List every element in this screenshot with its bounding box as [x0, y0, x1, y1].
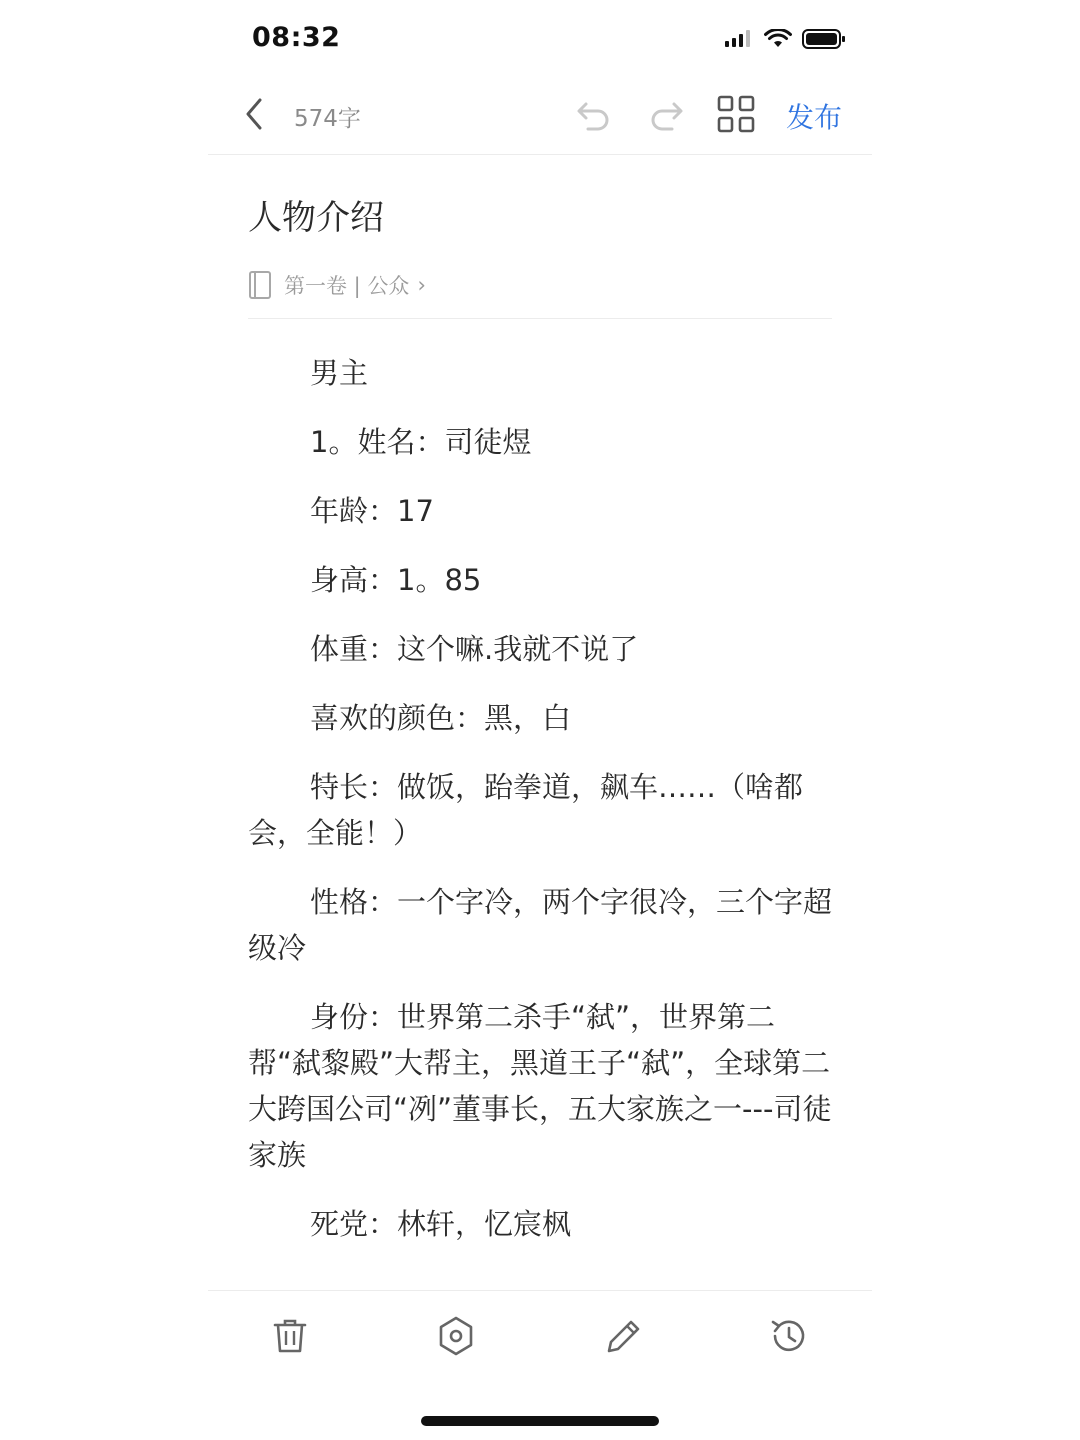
paragraph: 身高：1。85 [310, 563, 482, 597]
undo-button[interactable] [574, 94, 614, 134]
paragraph: 1。姓名：司徒煜 [310, 425, 532, 459]
document-title[interactable]: 人物介绍 [248, 198, 384, 238]
signal-icon [724, 29, 754, 49]
volume-label: 第一卷 | 公众 [284, 274, 410, 298]
status-icons [724, 28, 846, 50]
volume-selector[interactable] [248, 268, 426, 302]
editor-toolbar [208, 76, 872, 155]
grid-icon [716, 94, 756, 134]
paragraph: 身份：世界第二杀手“弑”，世界第二帮“弑黎殿”大帮主，黑道王子“弑”，全球第二大跨国公司“冽”董事长，五大家族之一---司徒家族 [248, 1000, 832, 1172]
paragraph: 喜欢的颜色：黑，白 [310, 701, 572, 735]
paragraph: 特长：做饭，跆拳道，飙车……（啥都会，全能！） [248, 770, 804, 850]
undo-icon [574, 94, 614, 134]
paragraph: 年龄：17 [310, 494, 434, 528]
bottom-action-bar [208, 1290, 872, 1381]
hexagon-settings-icon [433, 1313, 479, 1359]
edit-button[interactable] [600, 1313, 646, 1359]
editor-content[interactable] [248, 350, 844, 1290]
chevron-right-icon: › [417, 273, 426, 297]
back-button[interactable] [240, 94, 270, 134]
battery-icon [802, 28, 846, 50]
wifi-icon [764, 29, 792, 49]
delete-button[interactable] [267, 1313, 313, 1359]
history-button[interactable] [766, 1313, 812, 1359]
redo-icon [646, 94, 686, 134]
settings-button[interactable] [433, 1313, 479, 1359]
pencil-icon [600, 1313, 646, 1359]
word-count: 574字 [294, 106, 361, 132]
history-icon [766, 1313, 812, 1359]
title-divider [248, 318, 832, 319]
paragraph: 男主 [310, 356, 369, 390]
grid-button[interactable] [716, 94, 756, 134]
paragraph: 死党：林轩，忆宸枫 [310, 1207, 572, 1241]
status-time: 08:32 [252, 22, 341, 53]
chevron-left-icon [240, 94, 270, 134]
publish-button[interactable]: 发布 [786, 101, 843, 134]
phone-screen [208, 0, 872, 1440]
paragraph: 体重：这个嘛.我就不说了 [310, 632, 639, 666]
redo-button[interactable] [646, 94, 686, 134]
paragraph: 性格：一个字冷，两个字很冷，三个字超级冷 [248, 885, 833, 965]
home-indicator[interactable] [421, 1416, 659, 1426]
trash-icon [267, 1313, 313, 1359]
book-icon [248, 270, 272, 300]
